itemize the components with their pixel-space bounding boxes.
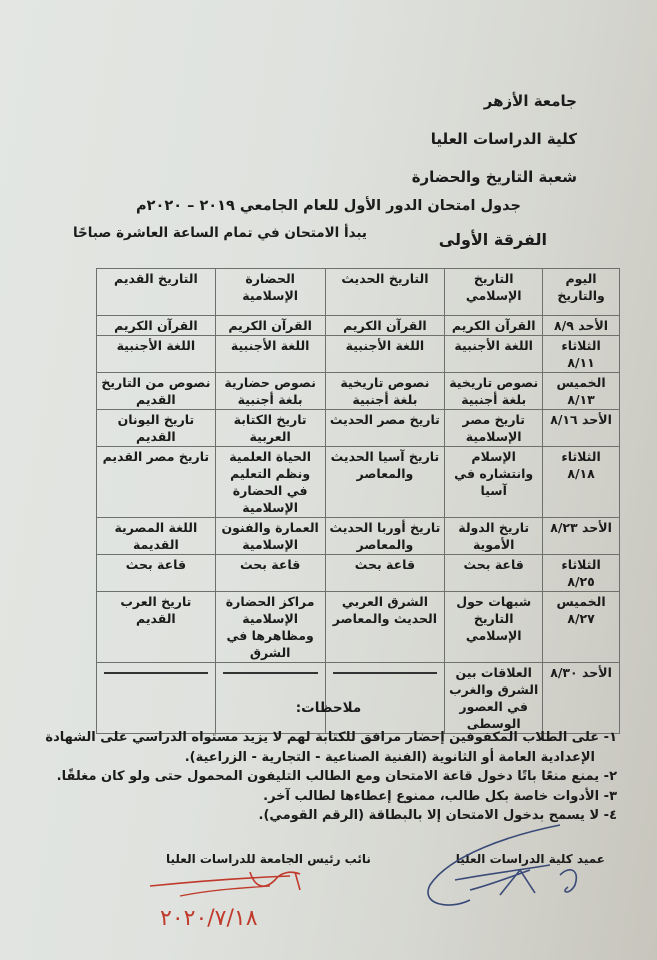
dean-signature-icon <box>410 815 610 915</box>
cell-date: الخميس ٨/٢٧ <box>543 592 620 663</box>
cell-modern-empty <box>325 663 445 734</box>
table-header-row <box>97 269 620 316</box>
table-row <box>97 316 620 336</box>
vice-president-signature-label: نائب رئيس الجامعة للدراسات العليا <box>166 852 371 866</box>
cell-islamic: العلاقات بين الشرق والغرب في العصور الوسطى <box>445 663 543 734</box>
exam-schedule-table <box>96 268 620 734</box>
cell-ancient: اللغة المصرية القديمة <box>97 518 216 555</box>
cell-islamic: تاريخ مصر الإسلامية <box>445 410 543 447</box>
cell-modern: الشرق العربي الحديث والمعاصر <box>325 592 445 663</box>
cell-civ: نصوص حضارية بلغة أجنبية <box>215 373 325 410</box>
cell-islamic: قاعة بحث <box>445 555 543 592</box>
cell-islamic: اللغة الأجنبية <box>445 336 543 373</box>
cell-ancient: اللغة الأجنبية <box>97 336 216 373</box>
cell-date: الثلاثاء ٨/١٨ <box>543 447 620 518</box>
cell-civ: القرآن الكريم <box>215 316 325 336</box>
empty-dash <box>104 672 208 674</box>
cell-ancient: تاريخ العرب القديم <box>97 592 216 663</box>
col-header-modern-history: التاريخ الحديث <box>325 269 445 316</box>
schedule-title: جدول امتحان الدور الأول للعام الجامعي ٢٠١٩ – ٢٠٢٠م <box>136 198 521 214</box>
cell-islamic: القرآن الكريم <box>445 316 543 336</box>
cell-civ-empty <box>215 663 325 734</box>
cell-civ: قاعة بحث <box>215 555 325 592</box>
note-item: ٣- الأدوات خاصة بكل طالب، ممنوع إعطاءها لطالب آخر. <box>263 788 617 804</box>
cell-date: الأحد ٨/٢٣ <box>543 518 620 555</box>
note-item: ١- على الطلاب المكفوفين إحضار مرافق للكتابة لهم لا يزيد مستواه الدراسي على الشهادة <box>45 730 617 745</box>
col-header-islamic-civilization: الحضارة الإسلامية <box>215 269 325 316</box>
table-row <box>97 555 620 592</box>
col-header-islamic-history: التاريخ الإسلامي <box>445 269 543 316</box>
cell-civ: تاريخ الكتابة العربية <box>215 410 325 447</box>
cell-civ: الحياة العلمية ونظم التعليم في الحضارة الإسلامية <box>215 447 325 518</box>
table-row <box>97 592 620 663</box>
cell-islamic: الإسلام وانتشاره في آسيا <box>445 447 543 518</box>
cell-islamic: تاريخ الدولة الأموية <box>445 518 543 555</box>
cell-modern: تاريخ أوربا الحديث والمعاصر <box>325 518 445 555</box>
cell-modern: تاريخ مصر الحديث <box>325 410 445 447</box>
cell-islamic: شبهات حول التاريخ الإسلامي <box>445 592 543 663</box>
cell-date: الأحد ٨/٩ <box>543 316 620 336</box>
cell-ancient: نصوص من التاريخ القديم <box>97 373 216 410</box>
notes-title: ملاحظات: <box>295 700 362 716</box>
note-item: ٢- يمنع منعًا باتًا دخول قاعة الامتحان ومع الطالب التليفون المحمول حتى ولو كان مغلقًا. <box>56 769 617 784</box>
cell-date: الخميس ٨/١٣ <box>543 373 620 410</box>
cell-modern: قاعة بحث <box>325 555 445 592</box>
start-time-note: يبدأ الامتحان في تمام الساعة العاشرة صباحًا <box>72 225 367 241</box>
cell-ancient: تاريخ اليونان القديم <box>97 410 216 447</box>
empty-dash <box>223 672 318 674</box>
dean-signature-label: عميد كلية الدراسات العليا <box>455 852 605 866</box>
cell-date: الثلاثاء ٨/٢٥ <box>543 555 620 592</box>
cell-civ: مراكز الحضارة الإسلامية ومظاهرها في الشرق <box>215 592 325 663</box>
table-row <box>97 663 620 734</box>
notes-list <box>27 728 617 826</box>
col-header-ancient-history: التاريخ القديم <box>97 269 216 316</box>
university-name: جامعة الأزهر <box>483 92 577 110</box>
cell-modern: نصوص تاريخية بلغة أجنبية <box>325 373 445 410</box>
cell-modern: تاريخ آسيا الحديث والمعاصر <box>325 447 445 518</box>
cell-ancient: قاعة بحث <box>97 555 216 592</box>
cell-date: الثلاثاء ٨/١١ <box>543 336 620 373</box>
cell-civ: العمارة والفنون الإسلامية <box>215 518 325 555</box>
cell-islamic: نصوص تاريخية بلغة أجنبية <box>445 373 543 410</box>
cell-ancient: القرآن الكريم <box>97 316 216 336</box>
empty-dash <box>333 672 438 674</box>
cell-ancient-empty <box>97 663 216 734</box>
cell-modern: القرآن الكريم <box>325 316 445 336</box>
note-item-continued: الإعدادية العامة أو الثانوية (الفنية الصناعية - التجارية - الزراعية). <box>184 749 595 765</box>
table-row <box>97 447 620 518</box>
table-row <box>97 373 620 410</box>
table-row <box>97 410 620 447</box>
col-header-date: اليوم والتاريخ <box>543 269 620 316</box>
cell-date: الأحد ٨/٣٠ <box>543 663 620 734</box>
table-row <box>97 336 620 373</box>
department-name: شعبة التاريخ والحضارة <box>411 168 577 186</box>
table-row <box>97 518 620 555</box>
cell-ancient: تاريخ مصر القديم <box>97 447 216 518</box>
college-name: كلية الدراسات العليا <box>430 130 577 148</box>
cell-modern: اللغة الأجنبية <box>325 336 445 373</box>
cell-civ: اللغة الأجنبية <box>215 336 325 373</box>
handwritten-date: ٢٠٢٠/٧/١٨ <box>160 906 258 931</box>
cell-date: الأحد ٨/١٦ <box>543 410 620 447</box>
note-item: ٤- لا يسمح بدخول الامتحان إلا بالبطاقة (الرقم القومي). <box>258 808 617 823</box>
level-label: الفرقة الأولى <box>438 230 547 249</box>
